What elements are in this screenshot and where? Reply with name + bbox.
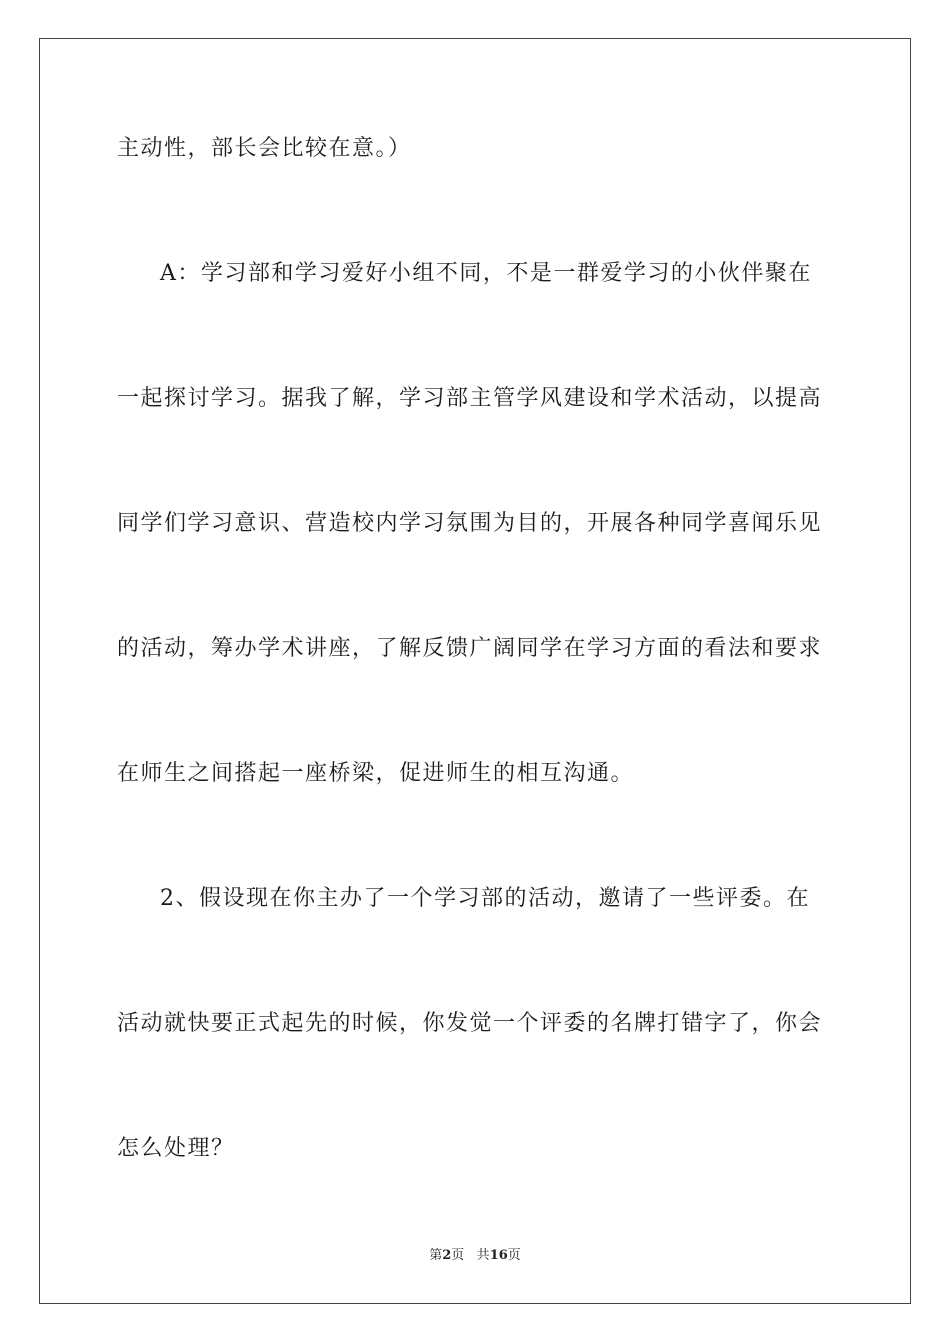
page-number: 2 [442, 1248, 452, 1263]
page-border [39, 38, 911, 1304]
total-prefix: 共 [476, 1248, 490, 1263]
text-line-3: 一起探讨学习。据我了解，学习部主管学风建设和学术活动，以提高 [117, 386, 823, 411]
text-line-8: 活动就快要正式起先的时候，你发觉一个评委的名牌打错字了，你会 [117, 1011, 823, 1036]
text-line-1: 主动性，部长会比较在意。） [117, 136, 412, 161]
page-footer [0, 1248, 950, 1264]
text-line-6: 在师生之间搭起一座桥梁，促进师生的相互沟通。 [117, 761, 635, 786]
text-line-7: 2、假设现在你主办了一个学习部的活动，邀请了一些评委。在 [160, 886, 810, 911]
page-prefix: 第 [429, 1248, 443, 1263]
total-pages: 16 [489, 1248, 508, 1263]
total-suffix: 页 [507, 1248, 521, 1263]
text-line-4: 同学们学习意识、营造校内学习氛围为目的，开展各种同学喜闻乐见 [117, 511, 823, 536]
text-line-9: 怎么处理？ [117, 1136, 235, 1161]
text-line-5: 的活动，筹办学术讲座，了解反馈广阔同学在学习方面的看法和要求 [117, 636, 823, 661]
text-line-2: A：学习部和学习爱好小组不同，不是一群爱学习的小伙伴聚在 [160, 261, 812, 286]
page-suffix: 页 [451, 1248, 465, 1263]
